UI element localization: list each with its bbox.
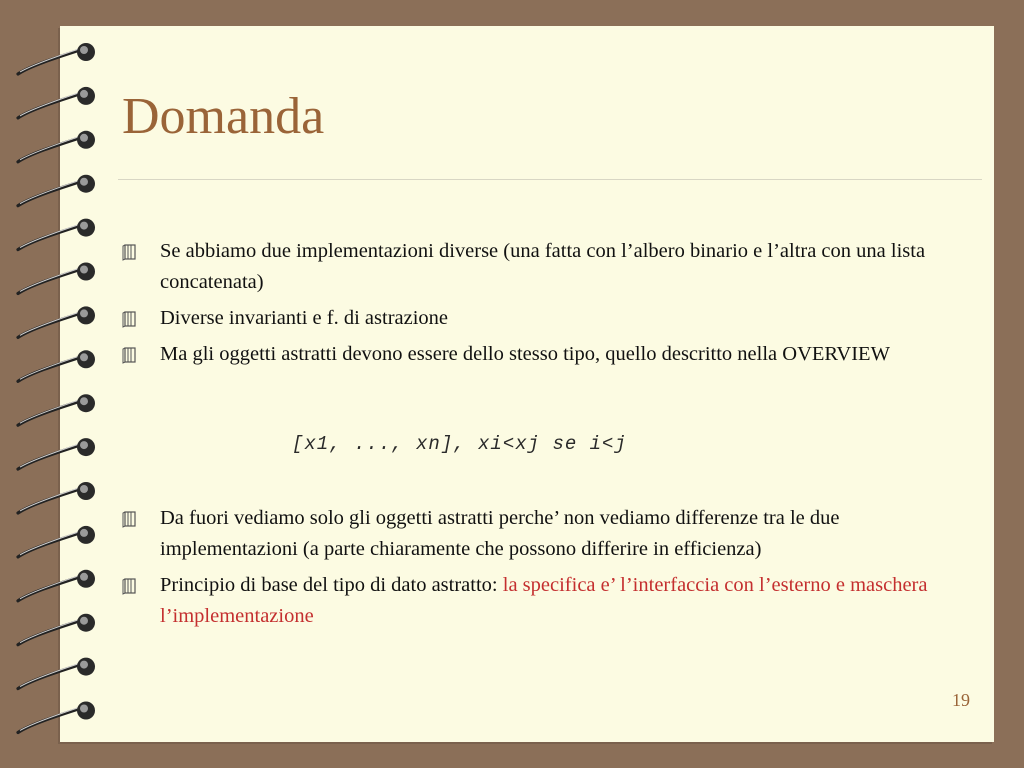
- spiral-ring: [18, 614, 95, 645]
- slide-title: Domanda: [122, 88, 325, 145]
- spiral-ring: [18, 394, 95, 425]
- spiral-ring: [18, 350, 95, 381]
- notebook-icon: [122, 310, 138, 328]
- notebook-icon: [122, 577, 138, 595]
- spiral-ring: [18, 131, 95, 162]
- notebook-icon: [122, 243, 138, 261]
- bullet-list: [120, 236, 980, 375]
- bullet-list-after: [120, 503, 980, 637]
- bullet-item: [120, 236, 980, 298]
- code-line: [x1, ..., xn], xi<xj se i<j: [292, 433, 627, 455]
- spiral-ring: [18, 87, 95, 118]
- spiral-ring: [18, 570, 95, 601]
- notebook-icon: [122, 510, 138, 528]
- title-divider: [118, 179, 982, 180]
- bullet-item: [120, 339, 980, 370]
- spiral-ring: [18, 438, 95, 469]
- bullet-text: Se abbiamo due implementazioni diverse (una fatta con l’albero binario e l’altra con una lista concatenata): [160, 240, 926, 293]
- notebook-icon: [122, 346, 138, 364]
- bullet-text: Da fuori vediamo solo gli oggetti astratti perche’ non vediamo differenze tra le due implementazioni (a parte chiaramente che possono differire in efficienza): [160, 507, 840, 560]
- spiral-ring: [18, 658, 95, 689]
- bullet-item: [120, 303, 980, 334]
- highlight-text: la specifica e’ l’interfaccia con l’esterno e maschera l’implementazione: [160, 574, 928, 627]
- spiral-ring: [18, 175, 95, 206]
- spiral-ring: [18, 263, 95, 294]
- spiral-ring: [18, 219, 95, 250]
- bullet-text: Ma gli oggetti astratti devono essere dello stesso tipo, quello descritto nella OVERVIEW: [160, 343, 890, 365]
- spiral-ring: [18, 702, 95, 733]
- bullet-text: Diverse invarianti e f. di astrazione: [160, 307, 449, 329]
- spiral-binding-icon: [0, 0, 120, 768]
- bullet-item: [120, 570, 980, 632]
- bullet-item: [120, 503, 980, 565]
- spiral-ring: [18, 482, 95, 513]
- page-number: 19: [952, 690, 970, 710]
- spiral-ring: [18, 306, 95, 337]
- bullet-text: Principio di base del tipo di dato astratto:: [160, 574, 503, 596]
- spiral-ring: [18, 526, 95, 557]
- spiral-ring: [18, 43, 95, 74]
